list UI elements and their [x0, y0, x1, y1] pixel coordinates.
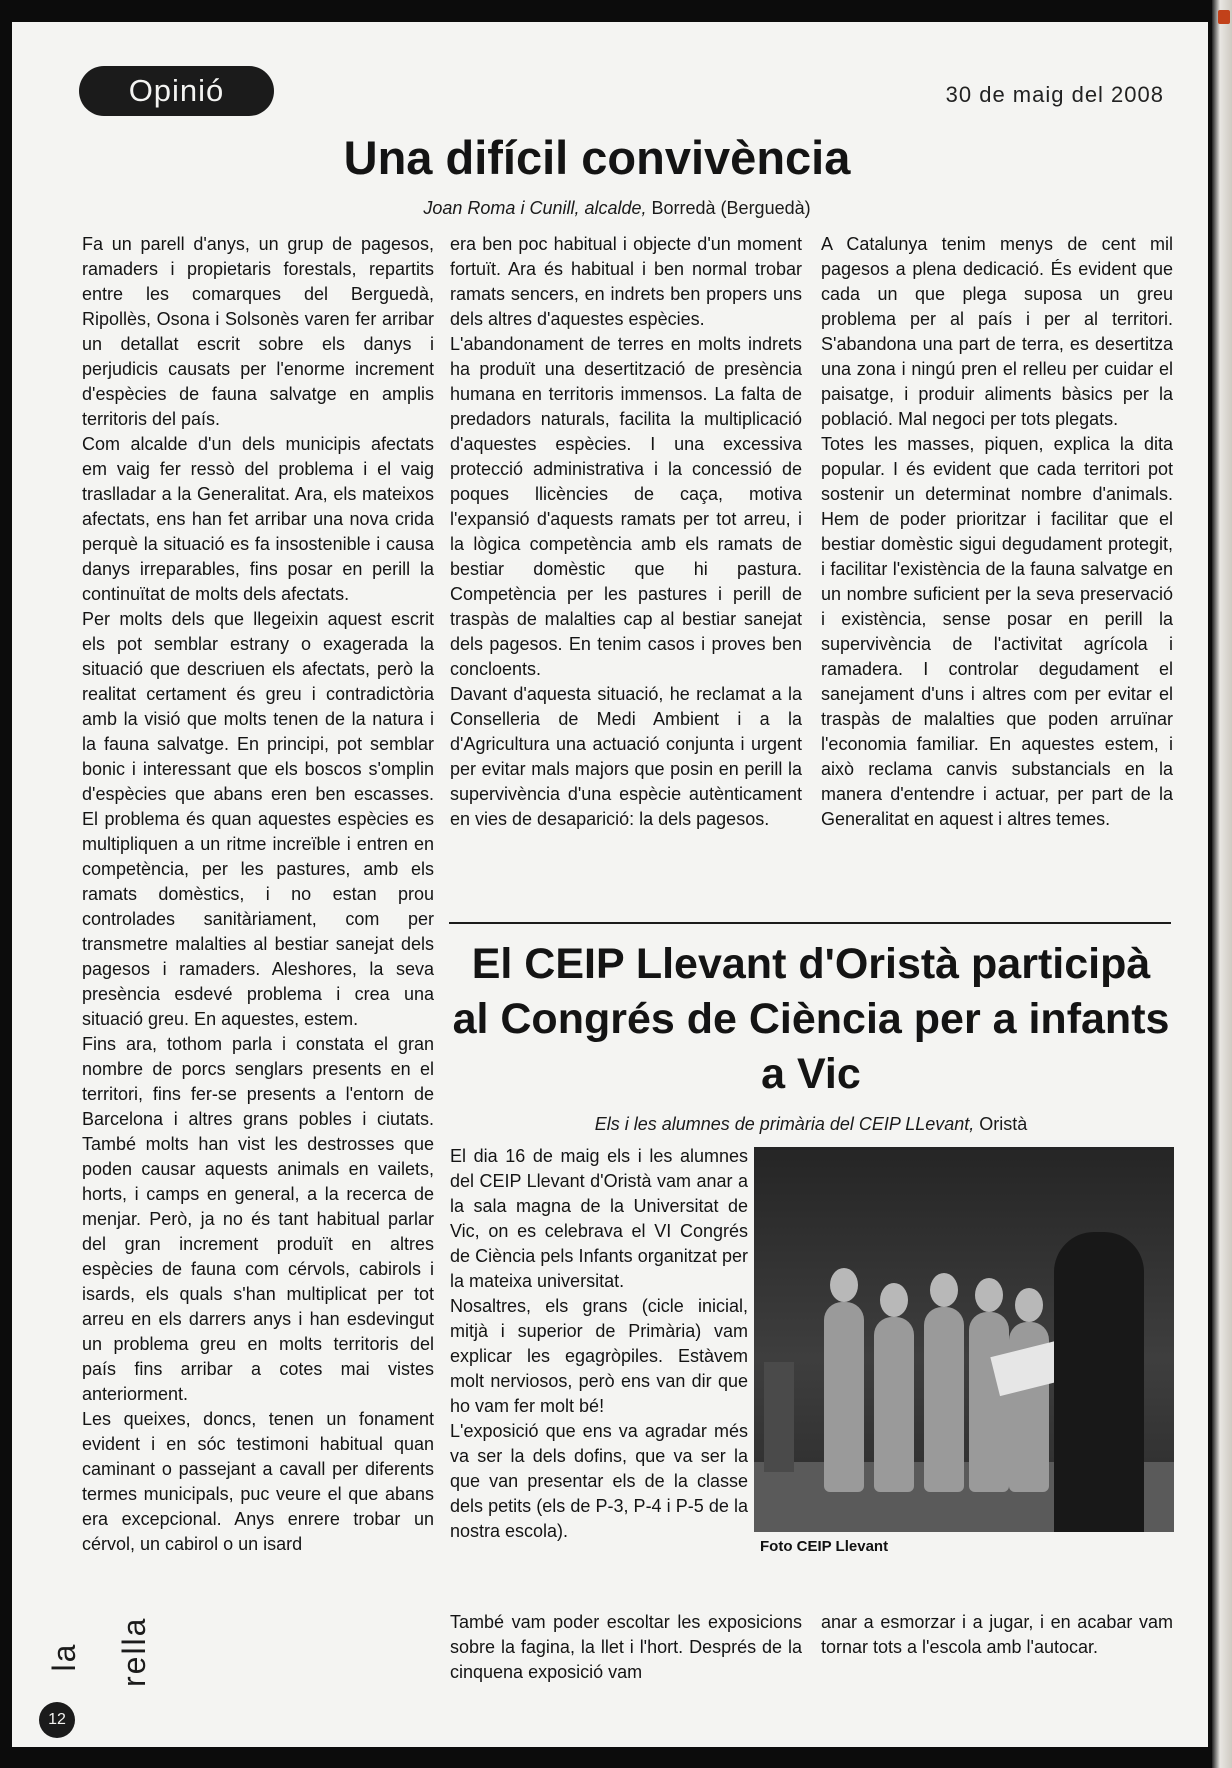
page-number: 12 [39, 1702, 75, 1738]
article1-location: Borredà (Berguedà) [646, 198, 811, 218]
paragraph: Per molts dels que llegeixin aquest escrit els pot semblar estrany o exagerada la situació que descriuen els afectats, però la realitat certament és greu i contradictòria amb la visió que molts tenen de la natura i la fauna salvatge. En principi, pot semblar bonic i interessant que els boscos s'omplin d'espècies que abans eren ben escasses. El problema és quan aquestes espècies es multipliquen a un ritme increïble i entren en competència, per les pastures, amb els ramats domèstics, i no estan prou controlades sanitàriament, com per transmetre malalties al bestiar sanejat dels pagesos i ramaders. Aleshores, la seva presència esdevé problema i crea una situació greu. En aquestes, estem. [82, 609, 434, 1029]
adult-figure [1054, 1232, 1144, 1532]
paragraph: Davant d'aquesta situació, he reclamat a la Conselleria de Medi Ambient i a la d'Agricultura una actuació conjunta i urgent per evitar mals majors que posin en perill la supervivència d'una espècie autènticament en vies de desaparició: la dels pagesos. [450, 684, 802, 829]
article1-column-1 [82, 232, 434, 1557]
article2-column-1-bottom [450, 1610, 802, 1685]
issue-date: 30 de maig del 2008 [945, 82, 1164, 107]
article1-author: Joan Roma i Cunill, alcalde, [423, 198, 647, 218]
paragraph: El dia 16 de maig els i les alumnes del CEIP Llevant d'Oristà vam anar a la sala magna de la Universitat de Vic, on es celebrava el VI Congrés de Ciència pels Infants organitzat per la mateixa universitat. [450, 1146, 748, 1291]
child-figure [924, 1307, 964, 1492]
paragraph: L'abandonament de terres en molts indrets ha produït una desertització de presència humana en territoris immensos. La falta de predadors naturals, facilita la multiplicació d'aquestes espècies. I una excessiva protecció administrativa i la concessió de poques llicències de caça, motiva l'expansió d'aquests ramats per tot arreu, i la lògica competència amb els ramats de bestiar domèstic que hi pastura. Competència per les pastures i perill de traspàs de malalties cap al bestiar sanejat dels pagesos. En tenim casos i proves ben concloents. [450, 334, 802, 679]
magazine-name: la rella [46, 1616, 152, 1687]
paragraph: Fins ara, tothom parla i constata el gran nombre de porcs senglars presents en el territori, fins fer-se presents a l'entorn de Barcelona i altres grans pobles i ciutats. També molts han vist les destrosses que poden causar aquests animals en vailets, horts, i camps en general, a la recerca de menjar. Però, ja no és tant habitual parlar del gran increment produït en altres espècies de fauna com cérvols, cabirols i isards, els quals s'han multiplicat per tot arreu en els darrers anys i han esdevingut un problema greu en molts territoris del país fins arribar a cotes mai vistes anteriorment. [82, 1034, 434, 1404]
article2-column-1 [450, 1144, 748, 1544]
page-edge [1212, 0, 1232, 1768]
podium [764, 1362, 794, 1472]
article2-byline [452, 1114, 1170, 1135]
paragraph: A Catalunya tenim menys de cent mil pagesos a plena dedicació. És evident que cada un que plega suposa un greu problema per al país i per al territori. S'abandona una part de terra, es desertitza una zona i ningú pren el relleu per cuidar el paisatge, i produir aliments bàsics per la població. Mal negoci per tots plegats. [821, 234, 1173, 429]
paragraph: Fa un parell d'anys, un grup de pagesos, ramaders i propietaris forestals, repartits entre les comarques del Berguedà, Ripollès, Osona i Solsonès varen fer arribar un detallat escrit sobre els danys i perjudicis causats per l'enorme increment d'espècies de fauna salvatge en amplis territoris del país. [82, 234, 434, 429]
paragraph: anar a esmorzar i a jugar, i en acabar vam tornar tots a l'escola amb l'autocar. [821, 1612, 1173, 1657]
article2-column-2 [821, 1610, 1173, 1660]
paragraph: era ben poc habitual i objecte d'un moment fortuït. Ara és habitual i ben normal trobar ramats sencers, en indrets ben propers uns dels altres d'aquestes espècies. [450, 234, 802, 329]
paragraph: L'exposició que ens va agradar més va ser la dels dofins, que va ser la que van presentar els de la classe dels petits (els de P-3, P-4 i P-5 de la nostra escola). [450, 1421, 748, 1541]
article1-column-3 [821, 232, 1173, 832]
paragraph: Les queixes, doncs, tenen un fonament evident i en sóc testimoni habitual quan caminant o passejant a cavall per diferents termes municipals, puc veure el que abans era excepcional. Anys enrere trobar un cérvol, un cabirol o un isard [82, 1409, 434, 1554]
child-figure [824, 1302, 864, 1492]
article2-title: El CEIP Llevant d'Oristà participà al Congrés de Ciència per a infants a Vic [452, 940, 1170, 1098]
article-divider [449, 922, 1171, 924]
children-photo [754, 1147, 1174, 1532]
article1-title: Una difícil convivència [343, 131, 851, 184]
photo-caption: Foto CEIP Llevant [760, 1538, 889, 1555]
child-figure [969, 1312, 1009, 1492]
paragraph: Totes les masses, piquen, explica la dita popular. I és evident que cada territori pot sostenir un determinat nombre d'animals. Hem de poder prioritzar i facilitar que el bestiar domèstic sigui degudament protegit, i facilitar l'existència de la fauna salvatge en un nombre suficient per la seva preservació i existència, sense posar en perill la supervivència de l'activitat agrícola i ramadera. I controlar degudament el sanejament d'uns i altres com per evitar el traspàs de malalties que poden arruïnar l'economia familiar. En aquestes estem, i això reclama canvis substancials en la manera d'entendre i actuar, per part de la Generalitat en aquest i altres temes. [821, 434, 1173, 829]
article2-author: Els i les alumnes de primària del CEIP LLevant, [594, 1114, 975, 1134]
article1-byline [372, 198, 862, 219]
magazine-page [12, 22, 1208, 1747]
paragraph: Nosaltres, els grans (cicle inicial, mitjà i superior de Primària) vam explicar les egagròpiles. Estàvem molt nerviosos, però ens van dir que ho vam fer molt bé! [450, 1296, 748, 1416]
section-label: Opinió [79, 66, 274, 116]
child-figure [874, 1317, 914, 1492]
paragraph: Com alcalde d'un dels municipis afectats em vaig fer ressò del problema i el vaig traslladar a la Generalitat. Ara, els mateixos afectats, ens han fet arribar una nova crida perquè la situació es fa insostenible i causa danys irreparables, fins posar en perill la continuïtat de molts dels afectats. [82, 434, 434, 604]
article2-location: Oristà [974, 1114, 1028, 1134]
paragraph: També vam poder escoltar les exposicions sobre la fagina, la llet i l'hort. Després de la cinquena exposició vam [450, 1612, 802, 1682]
edge-mark [1218, 10, 1230, 24]
article1-column-2 [450, 232, 802, 832]
